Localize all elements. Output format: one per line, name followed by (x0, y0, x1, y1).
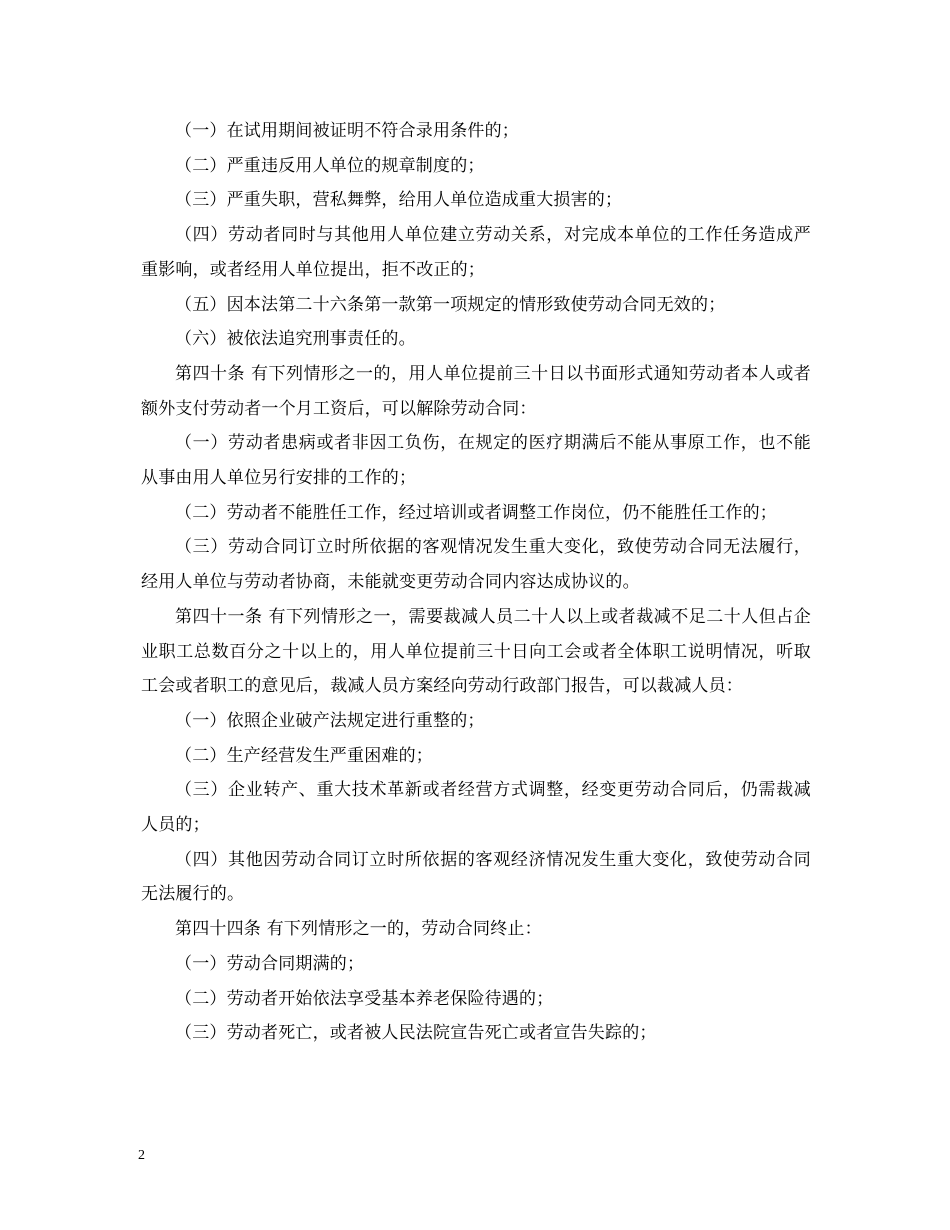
article-44-item-3: （三）劳动者死亡，或者被人民法院宣告死亡或者宣告失踪的； (175, 1023, 657, 1044)
paragraph-1: （一）在试用期间被证明不符合录用条件的； (175, 121, 519, 141)
paragraph-6: （六）被依法追究刑事责任的。 (175, 329, 416, 350)
article-40-item-3: （三）劳动合同订立时所依据的客观情况发生重大变化，致使劳动合同无法履行，经用人单位与劳动者协商，未能就变更劳动合同内容达成协议的。 (141, 537, 811, 593)
paragraph-4: （四）劳动者同时与其他用人单位建立劳动关系，对完成本单位的工作任务造成严重影响，或者经用人单位提出，拒不改正的； (141, 225, 811, 280)
article-41-item-1: （一）依照企业破产法规定进行重整的； (175, 710, 485, 731)
document-body (141, 114, 811, 1051)
article-40-item-1: （一）劳动者患病或者非因工负伤，在规定的医疗期满后不能从事原工作，也不能从事由用人单位另行安排的工作的； (141, 433, 811, 489)
article-41-item-3: （三）企业转产、重大技术革新或者经营方式调整，经变更劳动合同后，仍需裁减人员的； (141, 780, 811, 836)
page-number: 2 (138, 1148, 145, 1163)
article-44-item-1: （一）劳动合同期满的； (175, 953, 365, 974)
paragraph-2: （二）严重违反用人单位的规章制度的； (175, 155, 485, 176)
article-40-item-2: （二）劳动者不能胜任工作，经过培训或者调整工作岗位，仍不能胜任工作的； (175, 502, 777, 523)
paragraph-3: （三）严重失职，营私舞弊，给用人单位造成重大损害的； (175, 190, 623, 211)
article-40: 第四十条 有下列情形之一的，用人单位提前三十日以书面形式通知劳动者本人或者额外支付劳动者一个月工资后，可以解除劳动合同： (141, 363, 811, 419)
article-41: 第四十一条 有下列情形之一，需要裁减人员二十人以上或者裁减不足二十人但占企业职工总数百分之十以上的，用人单位提前三十日向工会或者全体职工说明情况，听取工会或者职工的意见后，裁减人员方案经向劳动行政部门报告，可以裁减人员： (141, 606, 811, 697)
article-44: 第四十四条 有下列情形之一的，劳动合同终止： (175, 919, 542, 940)
article-44-item-2: （二）劳动者开始依法享受基本养老保险待遇的； (175, 988, 554, 1009)
article-41-item-2: （二）生产经营发生严重困难的； (175, 745, 433, 766)
paragraph-5: （五）因本法第二十六条第一款第一项规定的情形致使劳动合同无效的； (175, 294, 726, 315)
article-41-item-4: （四）其他因劳动合同订立时所依据的客观经济情况发生重大变化，致使劳动合同无法履行的。 (141, 849, 811, 905)
